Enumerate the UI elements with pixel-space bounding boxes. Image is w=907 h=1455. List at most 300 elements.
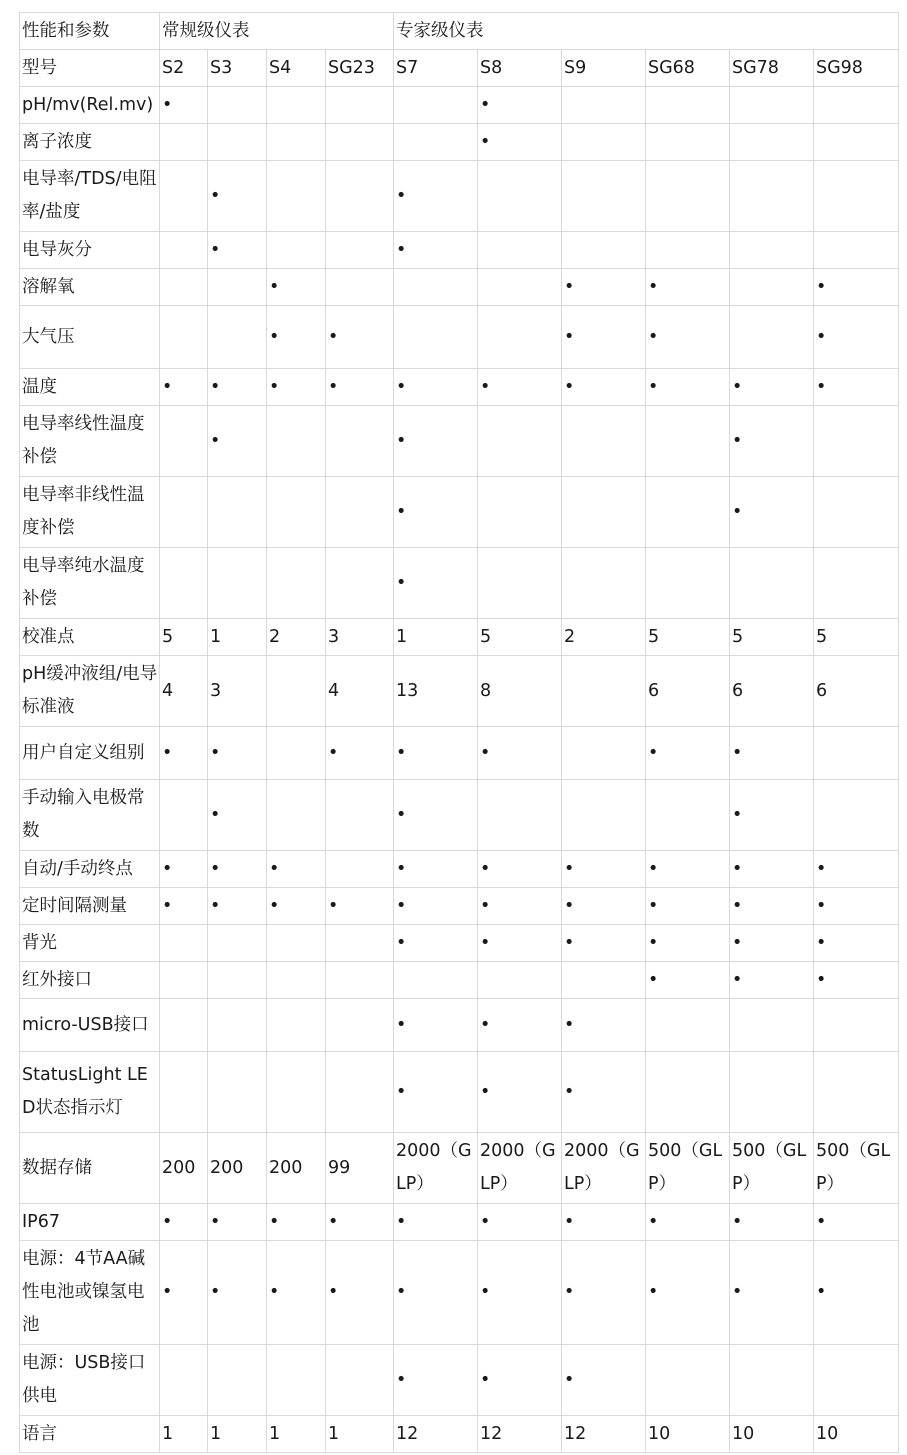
table-cell: • [326, 888, 394, 925]
model-name: SG23 [326, 50, 394, 87]
table-cell [160, 406, 208, 477]
table-cell [730, 269, 814, 306]
table-cell: • [478, 1241, 562, 1345]
table-cell: • [478, 1204, 562, 1241]
row-label: IP67 [20, 1204, 160, 1241]
table-cell: • [208, 780, 267, 851]
table-cell [562, 87, 646, 124]
table-cell: 12 [562, 1416, 646, 1453]
table-cell: 1 [326, 1416, 394, 1453]
table-cell: • [267, 851, 326, 888]
table-cell [267, 477, 326, 548]
table-cell [814, 727, 899, 780]
table-cell: • [478, 925, 562, 962]
table-row [20, 477, 899, 548]
table-cell: • [730, 962, 814, 999]
table-cell [267, 1345, 326, 1416]
table-cell [646, 1052, 730, 1133]
table-cell [814, 124, 899, 161]
table-cell [267, 1052, 326, 1133]
table-cell [160, 1052, 208, 1133]
table-cell: • [267, 269, 326, 306]
table-cell: • [814, 1204, 899, 1241]
table-cell: 12 [478, 1416, 562, 1453]
row-label: micro-USB接口 [20, 999, 160, 1052]
table-cell: • [394, 999, 478, 1052]
table-cell: • [646, 888, 730, 925]
table-cell [208, 87, 267, 124]
table-cell [646, 232, 730, 269]
table-cell: • [730, 1241, 814, 1345]
table-cell: • [562, 1052, 646, 1133]
table-cell: • [646, 925, 730, 962]
table-cell: • [394, 1204, 478, 1241]
table-cell: • [394, 727, 478, 780]
row-label: pH/mv(Rel.mv) [20, 87, 160, 124]
table-cell: • [562, 369, 646, 406]
table-cell: 500（GLP） [730, 1133, 814, 1204]
row-label: 用户自定义组别 [20, 727, 160, 780]
table-cell: • [730, 925, 814, 962]
model-name: SG78 [730, 50, 814, 87]
table-cell: • [730, 888, 814, 925]
row-label: 数据存储 [20, 1133, 160, 1204]
table-cell [267, 232, 326, 269]
table-cell: 8 [478, 656, 562, 727]
table-cell: • [478, 1052, 562, 1133]
table-cell [208, 925, 267, 962]
table-cell [478, 406, 562, 477]
table-row [20, 999, 899, 1052]
table-cell: • [208, 1204, 267, 1241]
table-cell [646, 161, 730, 232]
table-row [20, 161, 899, 232]
table-cell: • [160, 851, 208, 888]
table-cell: • [478, 87, 562, 124]
table-cell [478, 477, 562, 548]
table-cell [160, 306, 208, 369]
table-cell [208, 962, 267, 999]
table-cell [267, 727, 326, 780]
table-row [20, 1416, 899, 1453]
table-cell [160, 548, 208, 619]
table-cell: 4 [160, 656, 208, 727]
param-header: 性能和参数 [20, 13, 160, 50]
table-cell [478, 161, 562, 232]
table-cell: • [730, 1204, 814, 1241]
table-cell [208, 999, 267, 1052]
table-cell: • [267, 306, 326, 369]
table-cell [562, 962, 646, 999]
table-cell: • [208, 727, 267, 780]
row-label: 离子浓度 [20, 124, 160, 161]
table-cell [267, 161, 326, 232]
model-row-label: 型号 [20, 50, 160, 87]
table-cell: • [814, 269, 899, 306]
row-label: 定时间隔测量 [20, 888, 160, 925]
table-cell [326, 406, 394, 477]
table-cell: 200 [267, 1133, 326, 1204]
table-cell [267, 656, 326, 727]
table-cell [208, 548, 267, 619]
table-cell: 6 [646, 656, 730, 727]
table-cell [562, 780, 646, 851]
table-row [20, 1345, 899, 1416]
model-name: S8 [478, 50, 562, 87]
table-cell: • [730, 727, 814, 780]
table-cell [478, 269, 562, 306]
table-cell: • [394, 851, 478, 888]
table-cell: • [730, 477, 814, 548]
table-cell: 6 [814, 656, 899, 727]
table-cell [730, 124, 814, 161]
table-row [20, 851, 899, 888]
table-cell [730, 999, 814, 1052]
table-cell: • [326, 306, 394, 369]
table-cell: • [394, 780, 478, 851]
table-cell [646, 1345, 730, 1416]
table-cell: 6 [730, 656, 814, 727]
table-cell: 10 [646, 1416, 730, 1453]
table-row [20, 925, 899, 962]
table-cell [814, 1345, 899, 1416]
table-cell [646, 780, 730, 851]
table-cell: • [730, 780, 814, 851]
row-label: pH缓冲液组/电导标准液 [20, 656, 160, 727]
table-cell [562, 406, 646, 477]
table-cell: • [326, 369, 394, 406]
table-cell [562, 232, 646, 269]
model-name: S9 [562, 50, 646, 87]
table-cell: • [814, 1241, 899, 1345]
table-cell: 12 [394, 1416, 478, 1453]
table-cell: • [208, 369, 267, 406]
table-cell: 2000（GLP） [394, 1133, 478, 1204]
table-cell: 3 [208, 656, 267, 727]
table-cell: • [562, 1345, 646, 1416]
model-name: SG98 [814, 50, 899, 87]
table-cell: • [814, 369, 899, 406]
model-name: S3 [208, 50, 267, 87]
table-cell [646, 477, 730, 548]
table-row [20, 1133, 899, 1204]
table-row [20, 888, 899, 925]
table-cell: 2000（GLP） [562, 1133, 646, 1204]
row-label: 电导率纯水温度补偿 [20, 548, 160, 619]
table-cell [326, 780, 394, 851]
table-cell [326, 548, 394, 619]
table-cell: • [646, 369, 730, 406]
table-cell: • [160, 87, 208, 124]
table-cell [646, 87, 730, 124]
table-cell [730, 87, 814, 124]
table-cell [267, 548, 326, 619]
table-cell [730, 232, 814, 269]
row-label: 语言 [20, 1416, 160, 1453]
table-cell [160, 925, 208, 962]
table-cell: • [326, 1204, 394, 1241]
table-cell: 5 [814, 619, 899, 656]
table-cell [394, 962, 478, 999]
table-cell: 500（GLP） [646, 1133, 730, 1204]
table-cell: 1 [394, 619, 478, 656]
table-cell: 2 [562, 619, 646, 656]
table-cell: • [562, 925, 646, 962]
table-cell [267, 999, 326, 1052]
table-cell [326, 999, 394, 1052]
table-row [20, 962, 899, 999]
table-cell: • [478, 851, 562, 888]
table-cell: 1 [267, 1416, 326, 1453]
table-cell: 13 [394, 656, 478, 727]
table-cell: • [267, 1241, 326, 1345]
table-cell: • [730, 851, 814, 888]
table-cell: • [730, 406, 814, 477]
table-cell [208, 124, 267, 161]
row-label: 电导率非线性温度补偿 [20, 477, 160, 548]
table-cell [326, 851, 394, 888]
table-cell: • [730, 369, 814, 406]
table-cell [208, 306, 267, 369]
table-cell [267, 124, 326, 161]
table-cell: 1 [160, 1416, 208, 1453]
table-cell: • [646, 1241, 730, 1345]
table-cell: 2000（GLP） [478, 1133, 562, 1204]
table-cell [267, 962, 326, 999]
table-cell: • [478, 1345, 562, 1416]
table-cell [160, 477, 208, 548]
row-label: StatusLight LED状态指示灯 [20, 1052, 160, 1133]
table-cell: • [394, 888, 478, 925]
table-cell [730, 161, 814, 232]
table-cell: 5 [478, 619, 562, 656]
group-standard-header: 常规级仪表 [160, 13, 394, 50]
table-cell [562, 124, 646, 161]
row-label: 大气压 [20, 306, 160, 369]
table-cell [208, 1345, 267, 1416]
table-cell: • [394, 232, 478, 269]
table-cell: • [267, 369, 326, 406]
table-cell: • [208, 161, 267, 232]
table-cell: • [394, 477, 478, 548]
table-cell [160, 962, 208, 999]
table-cell: • [562, 1204, 646, 1241]
table-cell: • [394, 925, 478, 962]
table-cell: • [160, 1241, 208, 1345]
table-cell: • [326, 727, 394, 780]
row-label: 背光 [20, 925, 160, 962]
table-cell: • [160, 1204, 208, 1241]
model-name: S7 [394, 50, 478, 87]
model-row [20, 50, 899, 87]
table-cell: • [646, 962, 730, 999]
row-label: 电导灰分 [20, 232, 160, 269]
table-cell: • [814, 925, 899, 962]
group-expert-header: 专家级仪表 [394, 13, 899, 50]
table-cell: • [394, 161, 478, 232]
table-cell [160, 161, 208, 232]
table-row [20, 124, 899, 161]
table-cell: • [646, 1204, 730, 1241]
model-name: S4 [267, 50, 326, 87]
table-cell [326, 477, 394, 548]
table-cell [478, 548, 562, 619]
table-cell: 10 [814, 1416, 899, 1453]
table-cell [730, 306, 814, 369]
table-cell: 2 [267, 619, 326, 656]
row-label: 红外接口 [20, 962, 160, 999]
table-cell: • [646, 269, 730, 306]
table-row [20, 780, 899, 851]
table-row [20, 306, 899, 369]
table-cell: 5 [730, 619, 814, 656]
table-cell: • [562, 1241, 646, 1345]
model-name: SG68 [646, 50, 730, 87]
table-cell: • [267, 1204, 326, 1241]
table-cell [326, 925, 394, 962]
table-cell [478, 962, 562, 999]
table-cell: • [208, 406, 267, 477]
table-cell: • [208, 232, 267, 269]
table-cell [730, 1345, 814, 1416]
table-row [20, 1204, 899, 1241]
row-label: 手动输入电极常数 [20, 780, 160, 851]
table-cell: • [208, 888, 267, 925]
table-cell [326, 161, 394, 232]
table-cell: • [814, 306, 899, 369]
table-cell [478, 232, 562, 269]
table-cell: 4 [326, 656, 394, 727]
table-cell: 10 [730, 1416, 814, 1453]
row-label: 校准点 [20, 619, 160, 656]
table-row [20, 87, 899, 124]
table-cell [208, 269, 267, 306]
table-cell [394, 269, 478, 306]
table-cell: • [646, 306, 730, 369]
table-cell [478, 780, 562, 851]
table-cell [160, 1345, 208, 1416]
table-cell [730, 1052, 814, 1133]
row-label: 电导率/TDS/电阻率/盐度 [20, 161, 160, 232]
table-row [20, 406, 899, 477]
table-cell [478, 306, 562, 369]
table-cell: • [394, 1052, 478, 1133]
table-cell: 5 [646, 619, 730, 656]
table-cell: • [326, 1241, 394, 1345]
table-cell: • [478, 888, 562, 925]
table-cell: 1 [208, 1416, 267, 1453]
row-label: 溶解氧 [20, 269, 160, 306]
table-cell [814, 87, 899, 124]
table-cell [814, 548, 899, 619]
table-cell [267, 925, 326, 962]
table-cell: • [208, 851, 267, 888]
table-cell [646, 999, 730, 1052]
model-name: S2 [160, 50, 208, 87]
table-cell: • [646, 727, 730, 780]
table-cell: • [562, 306, 646, 369]
header-row [20, 13, 899, 50]
table-cell [394, 87, 478, 124]
table-cell: 1 [208, 619, 267, 656]
row-label: 自动/手动终点 [20, 851, 160, 888]
table-cell: • [562, 999, 646, 1052]
table-cell: • [814, 851, 899, 888]
table-cell [267, 87, 326, 124]
table-cell [814, 999, 899, 1052]
table-row [20, 727, 899, 780]
table-cell: • [160, 369, 208, 406]
table-cell [814, 161, 899, 232]
table-cell: • [478, 727, 562, 780]
table-row [20, 656, 899, 727]
table-cell [160, 780, 208, 851]
table-cell [326, 124, 394, 161]
table-cell [814, 406, 899, 477]
table-cell [646, 124, 730, 161]
row-label: 电导率线性温度补偿 [20, 406, 160, 477]
table-cell [562, 477, 646, 548]
table-cell: • [814, 962, 899, 999]
table-cell [267, 780, 326, 851]
table-row [20, 548, 899, 619]
table-cell: • [562, 269, 646, 306]
table-cell: 200 [208, 1133, 267, 1204]
table-cell [562, 727, 646, 780]
table-cell: • [814, 888, 899, 925]
table-cell [326, 232, 394, 269]
table-cell: • [562, 851, 646, 888]
table-row [20, 269, 899, 306]
table-cell: • [394, 548, 478, 619]
table-cell [814, 780, 899, 851]
table-cell [646, 406, 730, 477]
table-cell: 200 [160, 1133, 208, 1204]
table-cell [562, 548, 646, 619]
table-cell: • [478, 124, 562, 161]
table-cell: • [394, 1345, 478, 1416]
table-cell: • [562, 888, 646, 925]
table-cell: 500（GLP） [814, 1133, 899, 1204]
table-cell: • [208, 1241, 267, 1345]
table-row [20, 232, 899, 269]
table-cell [326, 87, 394, 124]
table-cell [394, 124, 478, 161]
row-label: 电源：USB接口供电 [20, 1345, 160, 1416]
table-cell [326, 1052, 394, 1133]
table-cell [208, 477, 267, 548]
table-cell [326, 269, 394, 306]
table-cell [562, 161, 646, 232]
table-cell [326, 962, 394, 999]
table-cell [646, 548, 730, 619]
row-label: 温度 [20, 369, 160, 406]
table-cell: • [394, 1241, 478, 1345]
table-cell [160, 124, 208, 161]
table-cell: • [478, 999, 562, 1052]
table-cell [267, 406, 326, 477]
table-cell: • [160, 888, 208, 925]
table-cell: • [394, 369, 478, 406]
table-cell: • [267, 888, 326, 925]
table-cell [730, 548, 814, 619]
table-cell [326, 1345, 394, 1416]
table-cell: • [478, 369, 562, 406]
table-cell: 5 [160, 619, 208, 656]
table-row [20, 619, 899, 656]
table-cell: 3 [326, 619, 394, 656]
table-row [20, 369, 899, 406]
